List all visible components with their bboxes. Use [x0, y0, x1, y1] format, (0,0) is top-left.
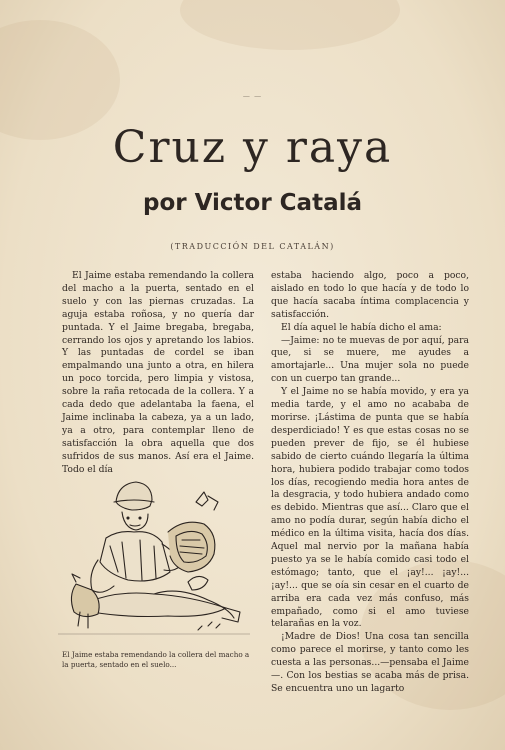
right-column — [271, 270, 469, 696]
paragraph: —Jaime: no te muevas de por aquí, para que, si se muere, me ayudes a amortajarle... Una mujer sola no puede con un cuerpo tan grande... — [271, 334, 469, 385]
page-top-mark: — — — [242, 92, 263, 100]
paragraph: estaba haciendo algo, poco a poco, aislado en todo lo que hacía y de todo lo que hacía sacaba íntima complacencia y satisfacción. — [271, 270, 469, 320]
paper-stain — [180, 0, 400, 50]
paragraph: ¡Madre de Dios! Una cosa tan sencilla como parece el morirse, y tanto como les cuesta a las personas...—pensaba el Jaime—. Con los bestias se acaba más de prisa. Se encuentra uno un lagarto — [271, 631, 469, 694]
author-byline: por Victor Catalá — [143, 190, 362, 216]
translation-note: (TRADUCCIÓN DEL CATALÁN) — [170, 242, 335, 251]
story-title: Cruz y raya — [112, 122, 393, 173]
left-column — [62, 270, 254, 477]
paragraph: Y el Jaime no se había movido, y era ya media tarde, y el amo no acababa de morirse. ¡Lástima de punta que se había desperdiciado! Y es que estas cosas no se pueden prever de fijo, se él hubiese sabido de cierto cuándo llegaría la última hora, hubiera podido trabajar como todos los días, recogiendo media hora antes de la desgracia, y todo hubiera andado como es debido. Mientras que así... Claro que el amo no podía durar, según había dicho el médico en la última visita, hacía dos días. Aquel mal nervio por la mañana había puesto ya se le había comido casi todo el estómago; tanto, que el ¡ay!... ¡ay!... ¡ay!... que se oía sin cesar en el cuarto de arriba era cada vez más confuso, más empañado, como si el amo tuviese telarañas en la voz. — [271, 386, 469, 630]
paragraph: El Jaime estaba remendando la collera del macho a la puerta, sentado en el suelo y con las piernas cruzadas. La aguja estaba roñosa, y no quería dar puntada. Y el Jaime bregaba, bregaba, cerrando los ojos y apretando los labios. Y las puntadas de cordel se iban empalmando una junto a otra, en hilera un poco torcida, pero limpia y vistosa, sobre la raña retocada de la collera. Y a cada dedo que adelantaba la faena, el Jaime inclinaba la cabeza, ya a un lado, ya a otro, para contemplar lleno de satisfacción la obra aquella que dos sufridos de sus manos. Así era el Jaime. Todo el día — [62, 270, 254, 475]
illustration-caption: El Jaime estaba remendando la collera del macho a la puerta, sentado en el suelo... — [62, 650, 250, 669]
paragraph: El día aquel le había dicho el ama: — [281, 321, 442, 333]
illustration-man-mending-collar — [58, 462, 250, 644]
